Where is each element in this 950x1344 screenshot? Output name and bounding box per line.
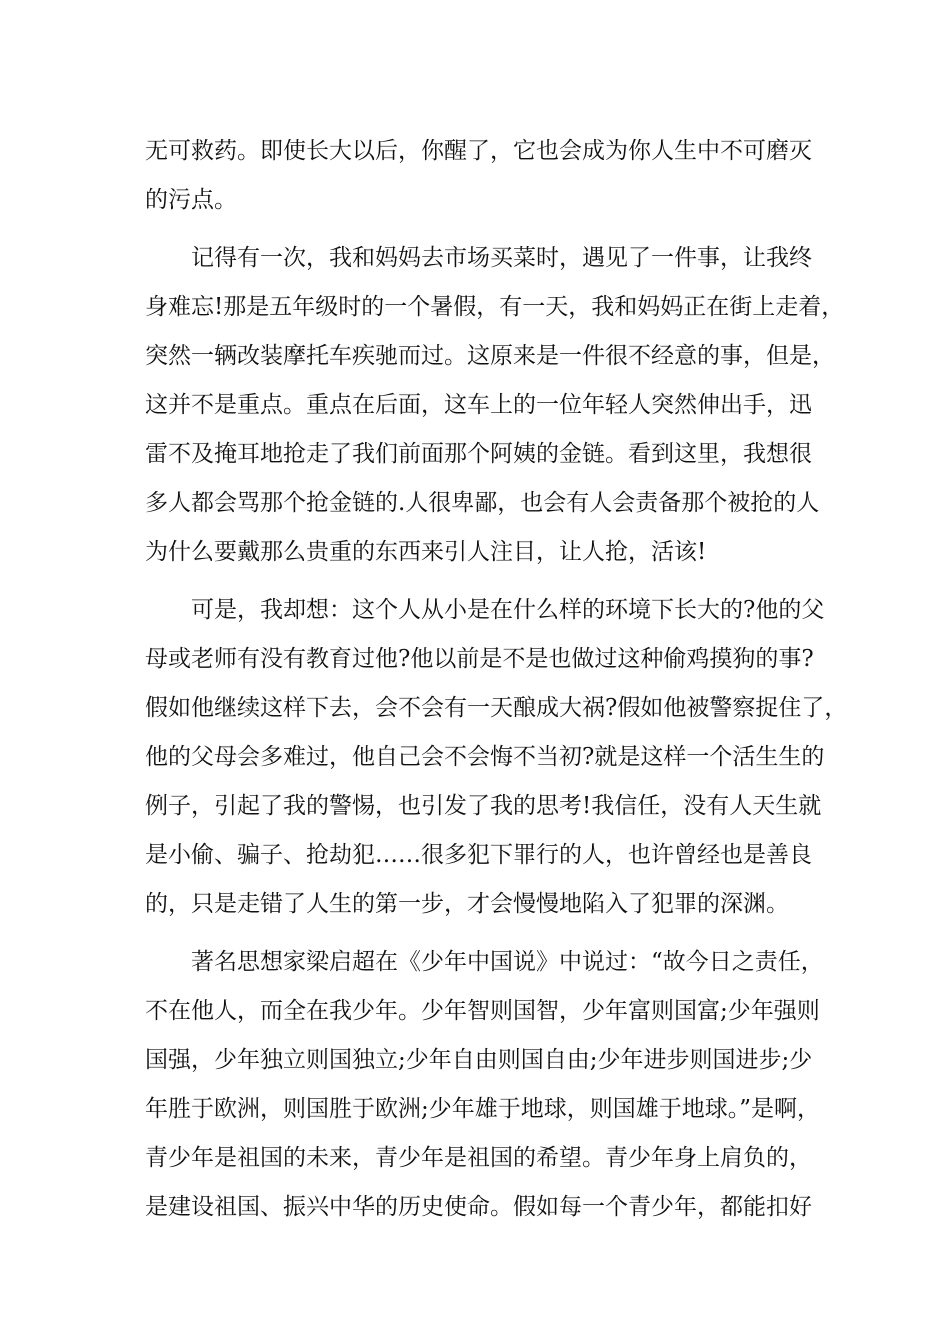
paragraph	[145, 234, 845, 577]
text-line: 无可救药。即使长大以后，你醒了，它也会成为你人生中不可磨灭	[145, 138, 812, 164]
text-line: 为什么要戴那么贵重的东西来引人注目，让人抢，活该!	[145, 539, 707, 565]
text-line: 多人都会骂那个抢金链的.人很卑鄙，也会有人会责备那个被抢的人	[145, 490, 820, 516]
text-line: 他的父母会多难过，他自己会不会悔不当初?就是这样一个活生生的	[145, 744, 825, 770]
text-line: 著名思想家梁启超在《少年中国说》中说过：“故今日之责任，	[191, 949, 824, 975]
text-line: 这并不是重点。重点在后面，这车上的一位年轻人突然伸出手，迅	[145, 392, 812, 418]
text-line: 身难忘!那是五年级时的一个暑假，有一天，我和妈妈正在街上走着，	[145, 294, 845, 320]
paragraph	[145, 586, 848, 929]
paragraph	[145, 127, 812, 225]
text-line: 国强，少年独立则国独立;少年自由则国自由;少年进步则国进步;少	[145, 1047, 813, 1073]
text-line: 年胜于欧洲，则国胜于欧洲;少年雄于地球，则国雄于地球。”是啊，	[145, 1096, 821, 1122]
text-line: 假如他继续这样下去，会不会有一天酿成大祸?假如他被警察捉住了，	[145, 695, 848, 721]
text-line: 雷不及掩耳地抢走了我们前面那个阿姨的金链。看到这里，我想很	[145, 441, 812, 467]
body-text	[145, 127, 848, 1232]
text-line: 例子，引起了我的警惕，也引发了我的思考!我信任，没有人天生就	[145, 793, 822, 819]
text-line: 的污点。	[145, 187, 237, 213]
text-line: 青少年是祖国的未来，青少年是祖国的希望。青少年身上肩负的，	[145, 1145, 812, 1171]
text-line: 不在他人，而全在我少年。少年智则国智，少年富则国富;少年强则	[145, 998, 820, 1024]
text-line: 突然一辆改装摩托车疾驰而过。这原来是一件很不经意的事，但是，	[145, 343, 835, 369]
text-line: 的，只是走错了人生的第一步，才会慢慢地陷入了犯罪的深渊。	[145, 891, 789, 917]
text-line: 母或老师有没有教育过他?他以前是不是也做过这种偷鸡摸狗的事?	[145, 646, 814, 672]
text-line: 是建设祖国、振兴中华的历史使命。假如每一个青少年，都能扣好	[145, 1194, 812, 1220]
text-line: 可是，我却想：这个人从小是在什么样的环境下长大的?他的父	[191, 597, 825, 623]
text-line: 是小偷、骗子、抢劫犯……很多犯下罪行的人，也许曾经也是善良	[145, 842, 812, 868]
text-line: 记得有一次，我和妈妈去市场买菜时，遇见了一件事，让我终	[191, 245, 812, 271]
paragraph	[145, 938, 824, 1232]
